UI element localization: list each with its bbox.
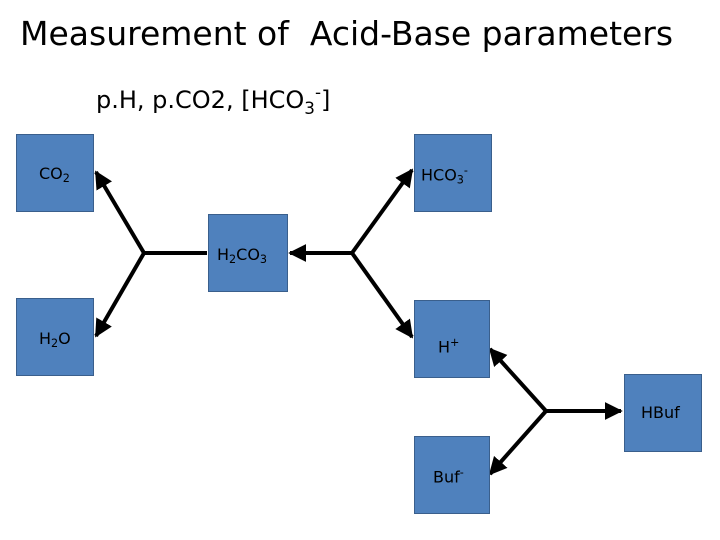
- h2co3-subscript-1: 2: [229, 252, 237, 266]
- node-bufminus-label: [433, 467, 464, 486]
- bufminus-superscript: -: [459, 466, 464, 479]
- arrow-junction-to-h2o: [96, 253, 144, 336]
- node-h2co3-label: [217, 247, 267, 265]
- arrow-junction-to-hplus-2: [490, 349, 546, 411]
- node-co2: [16, 134, 94, 212]
- subtitle-close: ]: [321, 86, 331, 115]
- h2o-subscript: 2: [51, 336, 59, 350]
- node-h2o-label: [39, 331, 71, 349]
- arrow-junction-to-bufminus: [490, 411, 546, 474]
- node-h2o: [16, 298, 94, 376]
- subtitle-subscript: 3: [304, 97, 315, 118]
- h2co3-text-co: CO: [236, 245, 260, 264]
- subtitle-text: p.H, p.CO2, [HCO: [96, 86, 305, 115]
- hco3-subscript: 3: [456, 173, 464, 187]
- h2o-text-o: O: [58, 329, 71, 348]
- h2co3-subscript-2: 3: [259, 252, 268, 266]
- node-hbuf-label: HBuf: [641, 403, 680, 422]
- hplus-text: H: [438, 337, 451, 357]
- node-h2co3: [208, 214, 288, 292]
- slide-title: Measurement of Acid-Base parameters: [20, 14, 674, 53]
- node-hco3-label: [421, 165, 468, 186]
- co2-subscript: 2: [62, 171, 70, 185]
- arrow-junction-to-hco3: [352, 170, 412, 253]
- hco3-superscript: -: [463, 164, 468, 177]
- node-co2-label: [39, 166, 70, 184]
- bufminus-text: Buf: [433, 467, 460, 487]
- co2-text: CO: [39, 164, 63, 183]
- subtitle-superscript: -: [314, 82, 322, 102]
- hplus-superscript: +: [450, 336, 460, 349]
- node-bufminus: [414, 436, 490, 514]
- h2co3-text-h: H: [217, 245, 230, 264]
- arrow-junction-to-hplus: [352, 253, 412, 337]
- node-hplus-label: [438, 337, 459, 356]
- h2o-text-h: H: [39, 329, 52, 348]
- node-hco3: [414, 134, 492, 212]
- arrow-junction-to-co2: [96, 172, 144, 253]
- node-hplus: [414, 300, 490, 378]
- node-hbuf: [624, 374, 702, 452]
- hco3-text: HCO: [421, 165, 457, 185]
